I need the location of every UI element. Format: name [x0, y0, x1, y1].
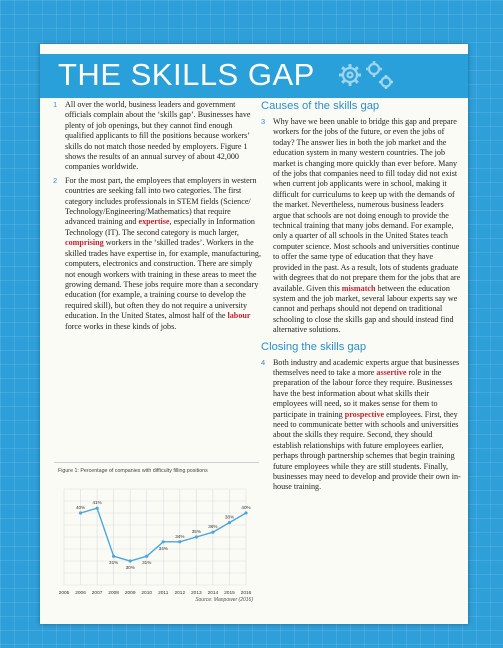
figure-source: Source: Manpower (2016) — [195, 597, 253, 603]
left-column — [53, 100, 261, 335]
paragraph-number: 4 — [261, 357, 266, 367]
data-point — [162, 540, 165, 543]
data-label: 31% — [109, 560, 119, 566]
data-label: 35% — [191, 529, 201, 534]
x-tick-label: 2005 — [58, 591, 70, 596]
data-point — [112, 555, 115, 558]
x-tick-label: 2012 — [174, 591, 186, 596]
vocab-highlight: expertise — [138, 217, 170, 227]
paragraph-1 — [53, 100, 261, 173]
x-tick-label: 2008 — [108, 591, 119, 596]
paragraph-2 — [53, 176, 261, 332]
x-tick-label: 2016 — [240, 591, 252, 596]
paragraph-text: Both industry and academic experts argue that businesses themselves need to take a more — [273, 357, 460, 377]
vocab-highlight: prospective — [344, 409, 385, 419]
data-label: 41% — [92, 500, 102, 506]
data-point — [95, 507, 98, 510]
paragraph-text: force works in these kinds of jobs. — [65, 321, 177, 331]
x-tick-label: 2015 — [224, 591, 235, 596]
vocab-highlight: assertive — [376, 367, 407, 377]
x-tick-label: 2013 — [191, 591, 202, 596]
line-chart — [54, 475, 259, 597]
data-point — [195, 535, 198, 538]
data-point — [129, 559, 132, 562]
data-point — [178, 540, 181, 543]
data-point — [244, 511, 247, 514]
right-column — [261, 100, 461, 496]
section-heading-closing: Closing the skills gap — [261, 340, 367, 353]
paragraph-3 — [261, 117, 461, 336]
paragraph-number: 2 — [53, 175, 58, 185]
paragraph-text: Why have we been unable to bridge this gap and prepare workers for the jobs of the future, or even the jobs of today? The answer lies in both the job market and the education system in many western countries. The job market is changing more quickly than ever before. Many of the jobs that companies need to fill today did not exist when current job applicants were in school, making it difficult for curriculums to keep up with the demands of the market. Nevertheless, numerous business leaders argue that schools are not doing enough to provide the technical training that many jobs demand. For example, only a quarter of all schools in the United States teach computer science. Most schools and universities continue to offer the same type of education that they have provided in the past. As a result, lots of students graduate with degrees that do not prepare them for the jobs that are available. Given this — [273, 117, 461, 293]
page-title: THE SKILLS GAP — [58, 57, 315, 92]
paragraph-text: All over the world, business leaders and government officials complain about the ‘skills gap’. Businesses have plenty of job openings, but they cannot find enough qualified applicants to fill the positions because workers’ skills do not match those needed by employers. Figure 1 shows the results of an annual survey of about 42,000 companies worldwide. — [65, 100, 251, 172]
data-point — [228, 521, 231, 524]
section-heading-causes: Causes of the skills gap — [261, 100, 380, 112]
data-label: 40% — [241, 505, 251, 510]
page — [40, 44, 468, 624]
vocab-highlight: labour — [227, 311, 251, 321]
gears-icon — [336, 55, 396, 95]
paragraph-4 — [261, 358, 461, 493]
x-tick-label: 2014 — [207, 591, 219, 596]
data-label: 34% — [175, 533, 185, 539]
figure-caption: Figure 1: Percentage of companies with difficulty filling positions — [58, 468, 208, 474]
data-label: 34% — [158, 545, 168, 551]
x-tick-label: 2011 — [158, 591, 169, 596]
paragraph-number: 1 — [53, 100, 58, 109]
paragraph-text: workers in the ‘skilled trades’. Workers in the skilled trades have expertise in, for example, manufacturing, computers, electronics and construction. There are simply not enough workers with training in these areas to meet the growing demand. These jobs require more than a secondary education (for example, a training course to develop the required skill), but often they do not require a university education. In the United States, almost half of the — [65, 238, 261, 321]
x-tick-label: 2006 — [75, 591, 86, 596]
data-label: 38% — [224, 514, 235, 520]
paragraph-text: For the most part, the employees that employers in western countries are seeking fall into two categories. The first category includes professionals in STEM fields (Science/ Technology/Engineering/Mathematics) that require advanced training and — [65, 175, 257, 227]
data-point — [145, 555, 148, 558]
data-label: 30% — [125, 565, 135, 570]
x-tick-label: 2010 — [141, 591, 153, 596]
vocab-highlight: comprising — [65, 238, 104, 248]
data-point — [211, 531, 214, 534]
paragraph-text: , especially in Information Technology (IT). The second category is much larger, — [65, 217, 255, 237]
x-tick-label: 2009 — [124, 591, 136, 596]
data-label: 31% — [142, 560, 152, 566]
paragraph-text: employees. First, they need to communicate better with schools and universities about the skills they require. Second, they should establish relationships with future employees earlier, perhaps through partnership schemes that begin training future employees while they are still students. Finally, businesses may need to develop and provide their own in-house training. — [273, 409, 461, 492]
paragraph-text: role in the preparation of the labour force they require. Businesses have the best information about what skills their employees will need, so it makes sense for them to participate in training — [273, 367, 453, 419]
figure-1 — [54, 462, 259, 615]
paragraph-number: 3 — [261, 117, 266, 126]
title-banner — [40, 54, 468, 98]
data-label: 40% — [75, 505, 86, 510]
paragraph-text: between the education system and the job market, several labour experts say we cannot and perhaps should not depend on traditional schooling to close the skills gap and should instead find alternative solutions. — [273, 283, 458, 335]
data-point — [79, 511, 82, 514]
data-label: 36% — [208, 524, 218, 530]
vocab-highlight: mismatch — [341, 283, 376, 293]
x-tick-label: 2007 — [91, 591, 103, 596]
